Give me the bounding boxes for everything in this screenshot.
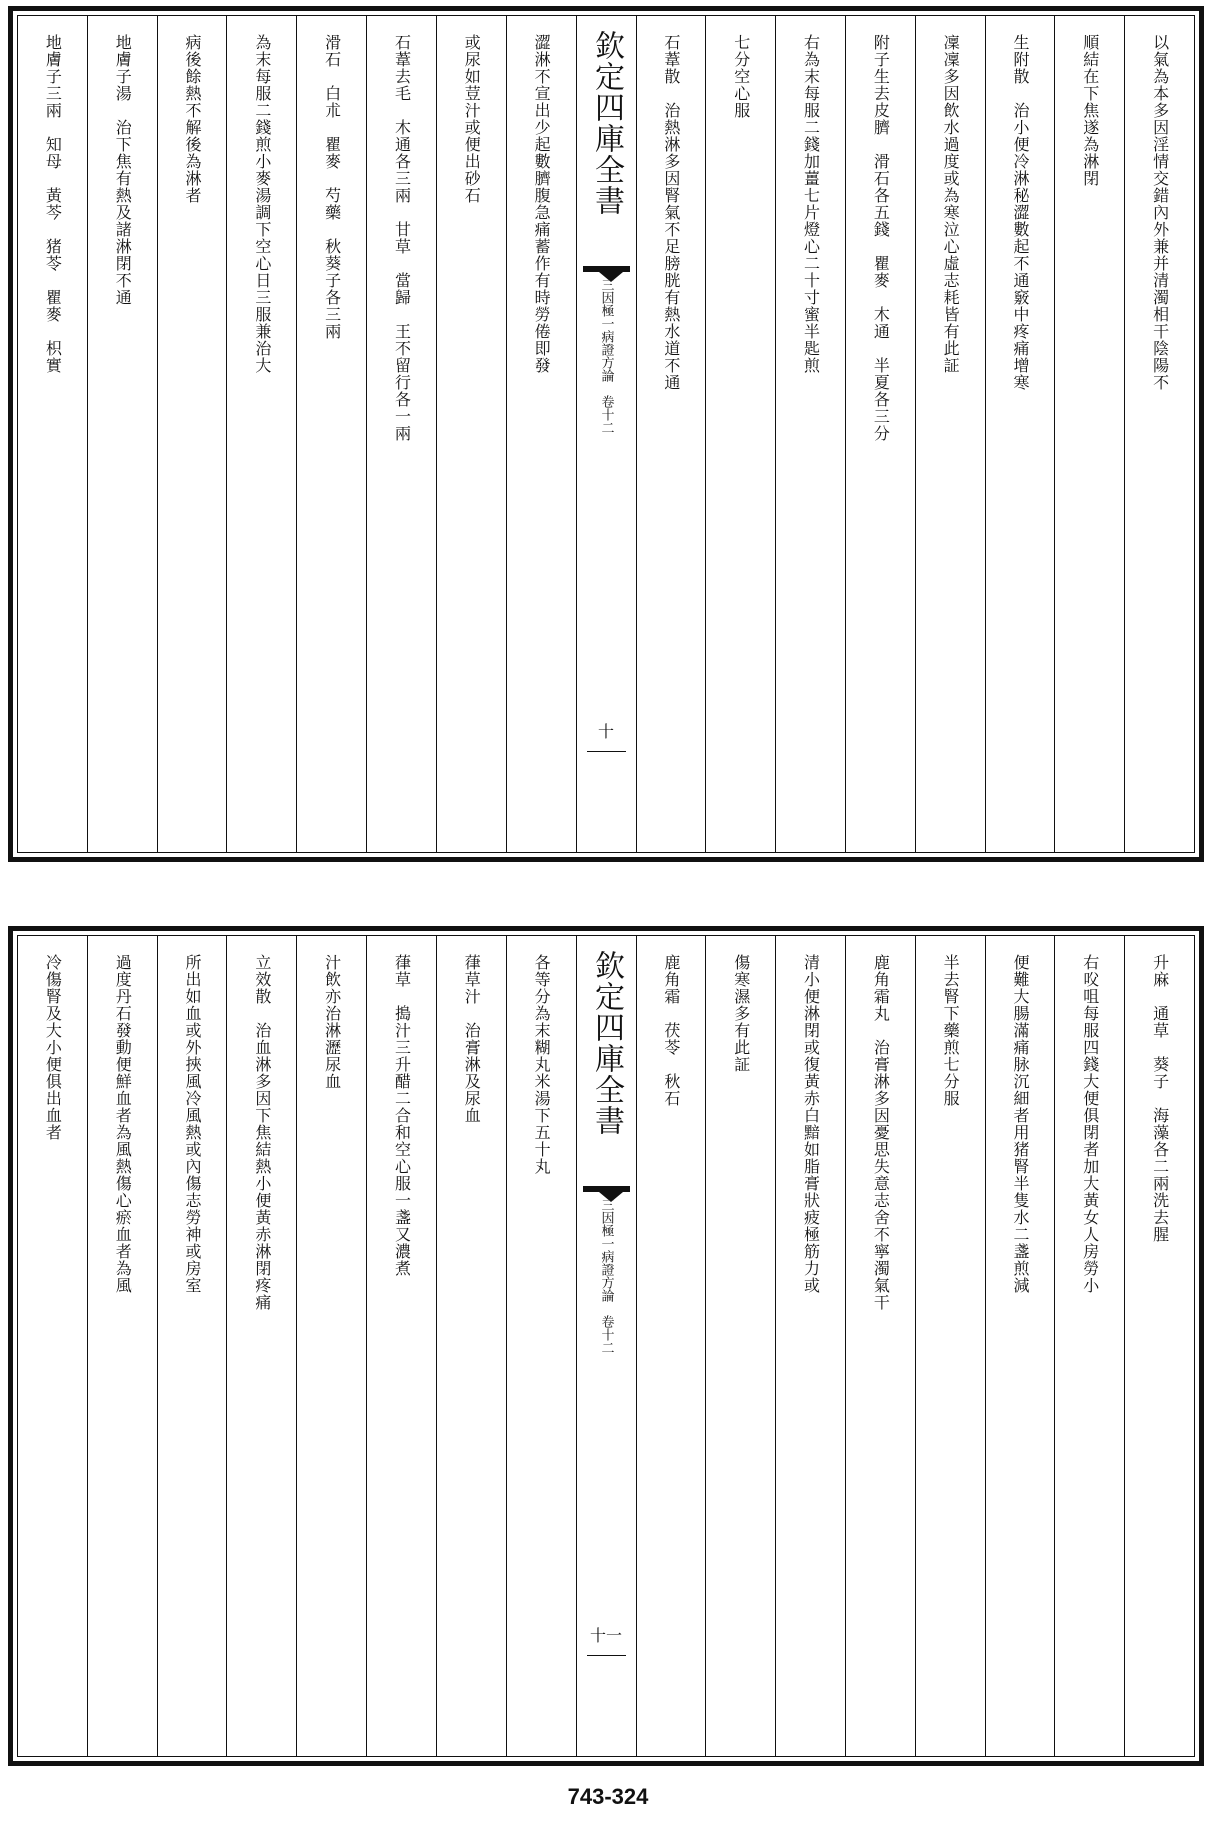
column-text: 附子生去皮臍 滑石各五錢 瞿麥 木通 半夏各三分: [871, 34, 891, 442]
text-column: [226, 16, 296, 852]
top-page: [8, 6, 1204, 862]
column-text: 鹿角霜 茯苓 秋石: [661, 954, 681, 1107]
text-column: [845, 16, 915, 852]
column-text: 過度丹石發動便鮮血者為風熱傷心瘀血者為風: [113, 954, 133, 1294]
column-text: 鹿角霜丸 治膏淋多因憂思失意志舍不寧濁氣干: [871, 954, 891, 1311]
page-number-rule: [587, 1655, 626, 1656]
page-code: 743-324: [567, 1784, 649, 1809]
column-text: 所出如血或外挾風冷風熱或內傷志勞神或房室: [183, 954, 203, 1294]
text-column: [915, 16, 985, 852]
column-text: 冷傷腎及大小便俱出血者: [43, 954, 63, 1141]
leaf-number: 十一: [589, 1626, 622, 1645]
text-column: [985, 936, 1055, 1756]
column-text: 病後餘熱不解後為淋者: [183, 34, 203, 204]
column-text: 或尿如荳汁或便出砂石: [462, 34, 482, 204]
column-text: 滑石 白朮 瞿麥 芍藥 秋葵子各三兩: [322, 34, 342, 340]
text-column: [636, 936, 706, 1756]
chapter-label-wrap: [577, 278, 636, 434]
column-text: 葎草 搗汁三升醋二合和空心服一盞又濃煮: [392, 954, 412, 1277]
text-column: [436, 936, 506, 1756]
text-column: [705, 936, 775, 1756]
text-column: [845, 936, 915, 1756]
chapter-label: 三因極一病證方論 卷十二: [598, 1198, 614, 1354]
column-text: 右為末每服二錢加薑七片燈心二十寸蜜半匙煎: [801, 34, 821, 374]
book-title: 欽定四庫全書: [589, 30, 624, 216]
book-title: 欽定四庫全書: [589, 950, 624, 1136]
column-text: 右㕮咀每服四錢大便俱閉者加大黃女人房勞小: [1080, 954, 1100, 1294]
bottom-columns: [17, 935, 1195, 1757]
column-text: 澀淋不宣出少起數臍腹急痛蓄作有時勞倦即發: [532, 34, 552, 374]
column-text: 升麻 通草 葵子 海藻各二兩洗去腥: [1150, 954, 1170, 1243]
text-column: [506, 936, 576, 1756]
column-text: 為末每服二錢煎小麥湯調下空心日三服兼治大: [252, 34, 272, 374]
page-number-rule: [587, 751, 626, 752]
column-text: 傷寒濕多有此証: [731, 954, 751, 1073]
column-text: 生附散 治小便冷淋秘澀數起不通竅中疼痛增寒: [1010, 34, 1030, 391]
column-text: 石葦散 治熱淋多因腎氣不足膀胱有熱水道不通: [661, 34, 681, 391]
text-column: [87, 936, 157, 1756]
column-text: 各等分為末糊丸米湯下五十丸: [532, 954, 552, 1175]
column-text: 石葦去毛 木通各三兩 甘草 當歸 王不留行各一兩: [392, 34, 412, 442]
column-text: 葎草汁 治膏淋及尿血: [462, 954, 482, 1124]
text-column: [1124, 936, 1194, 1756]
text-column: [636, 16, 706, 852]
text-column: [915, 936, 985, 1756]
text-column: [1124, 16, 1194, 852]
center-fold-column: [576, 16, 636, 852]
text-column: [366, 936, 436, 1756]
text-column: [985, 16, 1055, 852]
leaf-number: 十: [597, 722, 614, 741]
center-fold-column: [576, 936, 636, 1756]
fishtail-mark: [583, 266, 630, 276]
column-text: 汁飲亦治淋瀝尿血: [322, 954, 342, 1090]
column-text: 地膚子湯 治下焦有熱及諸淋閉不通: [113, 34, 133, 306]
text-column: [366, 16, 436, 852]
text-column: [506, 16, 576, 852]
text-column: [226, 936, 296, 1756]
text-column: [705, 16, 775, 852]
column-text: 清小便淋閉或復黃赤白黯如脂膏狀疲極筋力或: [801, 954, 821, 1294]
text-column: [775, 16, 845, 852]
text-column: [1054, 936, 1124, 1756]
text-column: [18, 936, 87, 1756]
text-column: [87, 16, 157, 852]
fishtail-mark: [583, 1186, 630, 1196]
top-columns: [17, 15, 1195, 853]
text-column: [1054, 16, 1124, 852]
text-column: [296, 16, 366, 852]
chapter-label: 三因極一病證方論 卷十二: [598, 278, 614, 434]
text-column: [157, 936, 227, 1756]
column-text: 凜凜多因飲水過度或為寒泣心虛志耗皆有此証: [941, 34, 961, 374]
bottom-page: [8, 926, 1204, 1766]
column-text: 順結在下焦遂為淋閉: [1080, 34, 1100, 187]
text-column: [18, 16, 87, 852]
column-text: 以氣為本多因淫情交錯內外兼并清濁相干陰陽不: [1150, 34, 1170, 391]
column-text: 立效散 治血淋多因下焦結熱小便黃赤淋閉疼痛: [252, 954, 272, 1311]
column-text: 七分空心服: [731, 34, 751, 119]
chapter-label-wrap: [577, 1198, 636, 1354]
column-text: 地膚子三兩 知母 黃芩 猪苓 瞿麥 枳實: [43, 34, 63, 374]
text-column: [436, 16, 506, 852]
text-column: [775, 936, 845, 1756]
column-text: 半去腎下藥煎七分服: [941, 954, 961, 1107]
text-column: [296, 936, 366, 1756]
text-column: [157, 16, 227, 852]
column-text: 便難大腸滿痛脉沉細者用猪腎半隻水二盞煎減: [1010, 954, 1030, 1294]
